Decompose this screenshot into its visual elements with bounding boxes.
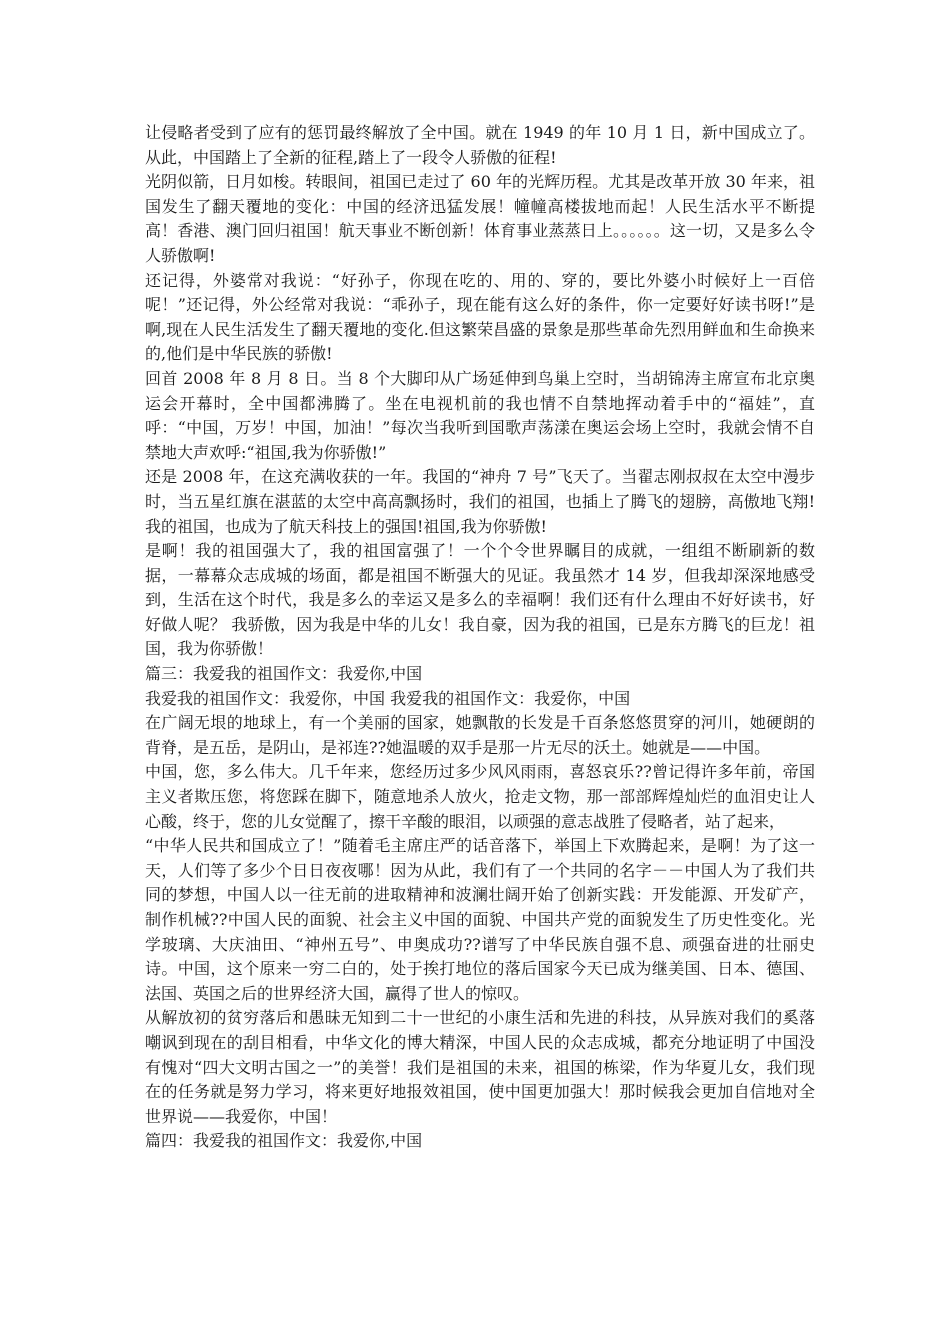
document-body <box>145 121 815 1154</box>
paragraph-proud: 是啊！我的祖国强大了，我的祖国富强了！一个个令世界瞩目的成就，一组组不断刷新的数据，一幕幕众志成城的场面，都是祖国不断强大的见证。我虽然才 14 岁，但我却深深地感受到，生活在这个时代，我是多么的幸运又是多么的幸福啊！我们还有什么理由不好好读书，好好做人呢？ 我骄傲，因为我是中华的儿女！我自豪，因为我的祖国，已是东方腾飞的巨龙！祖国，我为你骄傲！ <box>145 541 815 659</box>
section-heading-part-three: 篇三：我爱我的祖国作文：我爱你,中国 <box>145 664 423 684</box>
paragraph-olympics: 回首 2008 年 8 月 8 日。当 8 个大脚印从广场延伸到鸟巢上空时，当胡锦涛主席宣布北京奥运会开幕时，全中国都沸腾了。坐在电视机前的我也情不自禁地挥动着手中的“福娃”，直呼：“中国，万岁！中国，加油！”每次当我听到国歌声荡漾在奥运会场上空时，我就会情不自禁地大声欢呼:“祖国,我为你骄傲!” <box>145 368 815 462</box>
paragraph-grandparents: 还记得，外婆常对我说：“好孙子，你现在吃的、用的、穿的，要比外婆小时候好上一百倍呢！”还记得，外公经常对我说：“乖孙子，现在能有这么好的条件，你一定要好好读书呀!”是啊,现在人民生活发生了翻天覆地的变化.但这繁荣昌盛的景象是那些革命先烈用鲜血和生命换来的,他们是中华民族的骄傲! <box>145 270 815 364</box>
paragraph-founding: “中华人民共和国成立了！”随着毛主席庄严的话音落下，举国上下欢腾起来，是啊！为了这一天，人们等了多少个日日夜夜哪！因为从此，我们有了一个共同的名字－－中国人为了我们共同的梦想，中国人以一往无前的进取精神和波澜壮阔开始了创新实践：开发能源、开发矿产，制作机械??中国人民的面貌、社会主义中国的面貌、中国共产党的面貌发生了历史性变化。光学玻璃、大庆油田、“神州五号”、申奥成功??谱写了中华民族自强不息、顽强奋进的壮丽史诗。中国，这个原来一穷二白的，处于挨打地位的落后国家今天已成为继美国、日本、德国、法国、英国之后的世界经济大国，赢得了世人的惊叹。 <box>145 836 815 1003</box>
section-heading-part-four: 篇四：我爱我的祖国作文：我爱你,中国 <box>145 1131 423 1151</box>
essay-title-line: 我爱我的祖国作文：我爱你，中国 我爱我的祖国作文：我爱你，中国 <box>145 688 631 708</box>
paragraph-future: 从解放初的贫穷落后和愚昧无知到二十一世纪的小康生活和先进的科技，从异族对我们的奚落嘲讽到现在的刮目相看，中华文化的博大精深，中国人民的众志成城，都充分地证明了中国没有愧对“四大文明古国之一”的美誉！我们是祖国的未来，祖国的栋梁，作为华夏儿女，我们现在的任务就是努力学习，将来更好地报效祖国，使中国更加强大！那时候我会更加自信地对全世界说——我爱你，中国！ <box>145 1008 815 1126</box>
paragraph-liberation: 让侵略者受到了应有的惩罚最终解放了全中国。就在 1949 的年 10 月 1 日，新中国成立了。从此，中国踏上了全新的征程,踏上了一段令人骄傲的征程! <box>145 123 815 167</box>
paragraph-shenzhou: 还是 2008 年，在这充满收获的一年。我国的“神舟 7 号”飞天了。当翟志刚叔叔在太空中漫步时，当五星红旗在湛蓝的太空中高高飘扬时，我们的祖国，也插上了腾飞的翅膀，高傲地飞翔!我的祖国，也成为了航天科技上的强国!祖国,我为你骄傲! <box>145 467 815 536</box>
paragraph-sixty-years: 光阴似箭，日月如梭。转眼间，祖国已走过了 60 年的光辉历程。尤其是改革开放 30 年来，祖国发生了翻天覆地的变化：中国的经济迅猛发展！幢幢高楼拔地而起！人民生活水平不断提高！香港、澳门回归祖国！航天事业不断创新！体育事业蒸蒸日上。。。。。。这一切，又是多么令人骄傲啊! <box>145 172 815 265</box>
paragraph-history: 中国，您，多么伟大。几千年来，您经历过多少风风雨雨，喜怒哀乐??曾记得许多年前，帝国主义者欺压您，将您踩在脚下，随意地杀人放火，抢走文物，那一部部辉煌灿烂的血泪史让人心酸，终于，您的儿女觉醒了，擦干辛酸的眼泪，以顽强的意志战胜了侵略者，站了起来， <box>145 762 815 831</box>
paragraph-vast-earth: 在广阔无垠的地球上，有一个美丽的国家，她飘散的长发是千百条悠悠贯穿的河川，她硬朗的背脊，是五岳，是阴山，是祁连??她温暖的双手是那一片无尽的沃土。她就是——中国。 <box>145 713 815 757</box>
